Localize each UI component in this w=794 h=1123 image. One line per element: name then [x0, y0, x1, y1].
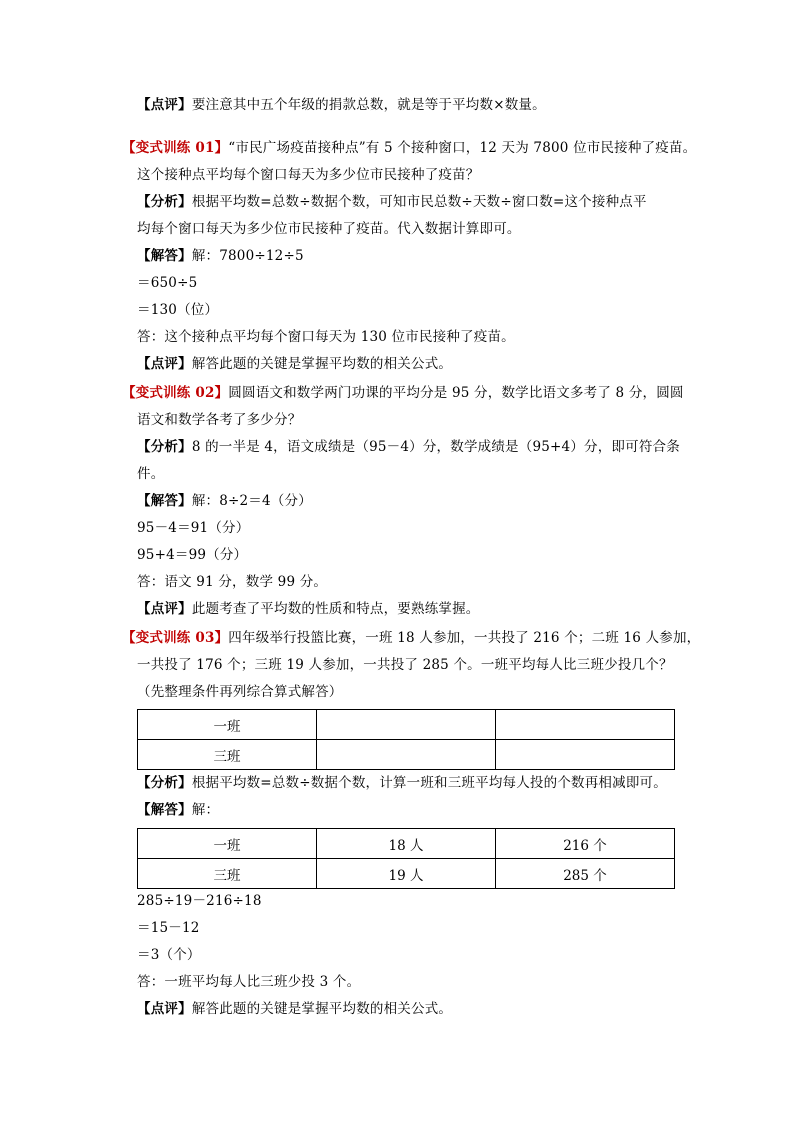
exercise-02-solution-line-3: 95+4＝99（分）: [137, 547, 248, 563]
exercise-02-comment-text: 此题考查了平均数的性质和特点，要熟练掌握。: [191, 601, 480, 617]
solution-tag: 【解答】: [137, 248, 192, 264]
exercise-02-analysis-line-1: [137, 438, 680, 456]
exercise-02-solution-line-1: [137, 492, 312, 510]
exercise-02-question-line-2: 语文和数学各考了多少分？: [137, 412, 302, 428]
table-cell: 19 人: [317, 859, 496, 889]
analysis-tag: 【分析】: [137, 775, 192, 791]
condition-table-filled: [137, 828, 675, 889]
table-cell: 一班: [138, 829, 317, 859]
exercise-02-tag: 【变式训练 02】: [122, 385, 229, 401]
exercise-01-question-line-2: 这个接种点平均每个窗口每天为多少位市民接种了疫苗？: [137, 167, 480, 183]
exercise-03-solution-text: 解：: [191, 802, 220, 818]
comment-tag: 【点评】: [137, 1001, 192, 1017]
exercise-03-calc-line-2: ＝15－12: [137, 920, 200, 936]
exercise-02-solution-line-2: 95－4＝91（分）: [137, 520, 250, 536]
exercise-03-analysis-text: 根据平均数=总数÷数据个数，计算一班和三班平均每人投的个数再相减即可。: [191, 775, 667, 791]
exercise-02-question-text-1: 圆圆语文和数学两门功课的平均分是 95 分，数学比语文多考了 8 分，圆圆: [228, 385, 684, 401]
table-cell: [317, 710, 496, 740]
analysis-tag: 【分析】: [137, 439, 192, 455]
exercise-03-comment: [137, 1000, 452, 1018]
exercise-03-solution-line: [137, 801, 219, 819]
exercise-02-comment: [137, 600, 480, 618]
exercise-01-solution-line-1: [137, 247, 304, 265]
table-cell: 285 个: [496, 859, 675, 889]
exercise-02-solution-text-1: 解：8÷2＝4（分）: [191, 493, 312, 509]
exercise-02-analysis-text-1: 8 的一半是 4，语文成绩是（95－4）分，数学成绩是（95+4）分，即可符合条: [191, 439, 680, 455]
solution-tag: 【解答】: [137, 493, 192, 509]
exercise-03-question-line-1: [122, 629, 700, 647]
table-cell: [496, 710, 675, 740]
table-row: [138, 829, 675, 859]
solution-tag: 【解答】: [137, 802, 192, 818]
exercise-02-question-line-1: [122, 384, 684, 402]
exercise-02-answer: 答：语文 91 分，数学 99 分。: [137, 574, 328, 590]
exercise-01-solution-line-3: ＝130（位）: [137, 302, 219, 318]
comment-tag: 【点评】: [137, 356, 192, 372]
exercise-01-tag: 【变式训练 01】: [122, 140, 229, 156]
exercise-01-solution-text-1: 解：7800÷12÷5: [191, 248, 304, 264]
exercise-01-comment: [137, 355, 452, 373]
exercise-01-comment-text: 解答此题的关键是掌握平均数的相关公式。: [191, 356, 453, 372]
table-cell: 三班: [138, 740, 317, 770]
table-cell: [317, 740, 496, 770]
exercise-03-question-line-2: 一共投了 176 个；三班 19 人参加，一共投了 285 个。一班平均每人比三班少投几个？: [137, 657, 673, 673]
table-row: [138, 710, 675, 740]
exercise-03-calc-line-1: 285÷19－216÷18: [137, 893, 262, 909]
exercise-03-calc-line-3: ＝3（个）: [137, 947, 201, 963]
comment-text: 要注意其中五个年级的捐款总数，就是等于平均数×数量。: [191, 97, 546, 113]
table-row: [138, 859, 675, 889]
comment-tag: 【点评】: [137, 601, 192, 617]
analysis-tag: 【分析】: [137, 194, 192, 210]
table-cell: [496, 740, 675, 770]
table-cell: 一班: [138, 710, 317, 740]
exercise-01-question-line-1: [122, 139, 696, 157]
exercise-02-analysis-line-2: 件。: [137, 466, 165, 482]
exercise-03-answer: 答：一班平均每人比三班少投 3 个。: [137, 974, 361, 990]
table-cell: 三班: [138, 859, 317, 889]
exercise-03-comment-text: 解答此题的关键是掌握平均数的相关公式。: [191, 1001, 453, 1017]
exercise-03-question-line-3: （先整理条件再列综合算式解答）: [137, 684, 343, 700]
exercise-03-question-text-1: 四年级举行投篮比赛，一班 18 人参加，一共投了 216 个；二班 16 人参加，: [228, 630, 701, 646]
exercise-01-analysis-text-1: 根据平均数=总数÷数据个数，可知市民总数÷天数÷窗口数=这个接种点平: [191, 194, 647, 210]
exercise-01-solution-line-2: ＝650÷5: [137, 275, 198, 291]
comment-tag: 【点评】: [137, 97, 192, 113]
exercise-01-answer: 答：这个接种点平均每个窗口每天为 130 位市民接种了疫苗。: [137, 329, 515, 345]
exercise-01-analysis-line-1: [137, 193, 647, 211]
table-row: [138, 740, 675, 770]
exercise-01-analysis-line-2: 均每个窗口每天为多少位市民接种了疫苗。代入数据计算即可。: [137, 221, 521, 237]
exercise-03-tag: 【变式训练 03】: [122, 630, 229, 646]
exercise-01-question-text-1: “市民广场疫苗接种点”有 5 个接种窗口，12 天为 7800 位市民接种了疫苗。: [228, 140, 697, 156]
table-cell: 18 人: [317, 829, 496, 859]
comment-line: [137, 96, 546, 114]
condition-table-blank: [137, 709, 675, 770]
exercise-03-analysis: [137, 774, 667, 792]
table-cell: 216 个: [496, 829, 675, 859]
